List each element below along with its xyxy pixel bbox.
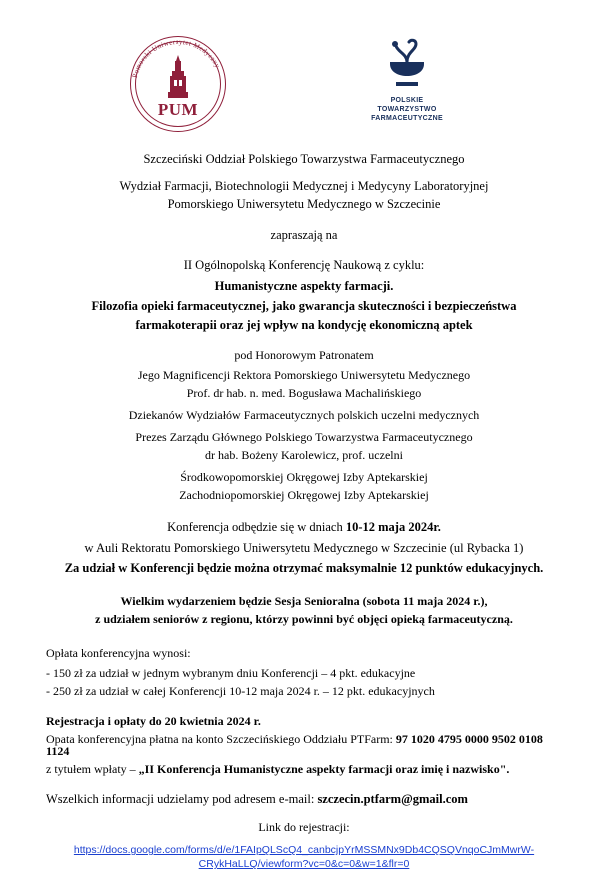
contact-line [46,793,562,806]
payment-title-line [46,763,562,775]
pum-arc-top-label: Pomorski Uniwersytet Medyczny [130,37,222,79]
conference-subtitle-1: Filozofia opieki farmaceutycznej, jako gwarancja skuteczności i bezpieczeństwa [91,299,517,313]
logo-row [46,32,562,147]
registration-url-line-1[interactable]: https://docs.google.com/forms/d/e/1FAIpQLScQ4_canbcjpYrMSSMNx9Db4CQSQVnqoCJmMwrW- [73,844,535,856]
patronage-item-4: dr hab. Bożeny Karolewicz, prof. uczelni [205,448,403,462]
registration-link-label: Link do rejestracji: [258,820,350,834]
ptfarm-line-1: POLSKIE [390,97,424,104]
patronage-item-0: Jego Magnificencji Rektora Pomorskiego Uniwersytetu Medycznego [137,368,471,382]
conference-date-line [46,521,562,534]
patronage-item-5: Środkowopomorskiej Okręgowej Izby Aptekarskiej [180,470,428,484]
senior-session-line-1: Wielkim wydarzeniem będzie Sesja Senioralna (sobota 11 maja 2024 r.), [120,593,488,608]
payment-title-value: „II Konferencja Humanistyczne aspekty farmacji oraz imię i nazwisko". [138,761,510,776]
contact-email[interactable]: szczecin.ptfarm@gmail.com [317,791,468,806]
patronage-item-3: Prezes Zarządu Głównego Polskiego Towarzystwa Farmaceutycznego [135,430,473,444]
bowl-of-hygieia-icon [382,38,432,94]
payment-title-prefix-label: z tytułem wpłaty – [46,761,139,776]
date-value-label: 10-12 maja 2024r. [345,520,441,534]
faculty-line-2: Pomorskiego Uniwersytetu Medycznego w Szczecinie [167,197,441,211]
fees-heading: Opłata konferencyjna wynosi: [46,645,191,660]
contact-prefix-label: Wszelkich informacji udzielamy pod adresem e-mail: [46,791,318,806]
patronage-item-6: Zachodniopomorskiej Okręgowej Izby Aptekarskiej [179,488,429,502]
pum-logo [124,32,232,140]
senior-session-line-2: z udziałem seniorów z regionu, którzy powinni być objęci opieką farmaceutyczną. [95,611,513,626]
pum-acronym-label: PUM [157,100,199,119]
registration-url-line-2[interactable]: CRykHaLLQ/viewform?vc=0&c=0&w=1&flr=0 [198,858,410,870]
conference-subtitle-2: farmakoterapii oraz jej wpływ na kondycję ekonomiczną aptek [135,317,473,332]
education-points-line: Za udział w Konferencji będzie można otrzymać maksymalnie 12 punktów edukacyjnych. [64,561,544,575]
organizer-line: Szczeciński Oddział Polskiego Towarzystwa Farmaceutycznego [143,152,465,166]
ptfarm-line-3: FARMACEUTYCZNE [371,115,443,122]
date-prefix-label: Konferencja odbędzie się w dniach [167,520,346,534]
flyer-page [0,32,608,872]
patronage-heading: pod Honorowym Patronatem [234,348,374,362]
patronage-item-1: Prof. dr hab. n. med. Bogusława Machalińskiego [186,386,422,400]
payment-prefix-label: Opata konferencyjna płatna na konto Szczecińskiego Oddziału PTFarm: [46,731,396,746]
ptfarm-line-2: TOWARZYSTWO [377,106,437,113]
invite-line: zapraszają na [270,227,338,242]
flyer-body [46,153,562,871]
fees-item-1: - 150 zł za udział w jednym wybranym dniu Konferencji – 4 pkt. edukacyjne [46,665,416,680]
venue-line: w Auli Rektoratu Pomorskiego Uniwersytetu Medycznego w Szczecinie (ul Rybacka 1) [84,540,524,555]
ptfarm-logo [352,38,462,138]
ptfarm-name-block [352,96,462,123]
patronage-item-2: Dziekanów Wydziałów Farmaceutycznych polskich uczelni medycznych [128,408,480,422]
payment-account-line [46,733,562,757]
conference-title: Humanistyczne aspekty farmacji. [214,278,394,293]
tower-crest-icon [166,54,190,102]
registration-deadline: Rejestracja i opłaty do 20 kwietnia 2024 r. [46,713,261,728]
faculty-line-1: Wydział Farmacji, Biotechnologii Medycznej i Medycyny Laboratoryjnej [119,178,489,193]
bank-account-number: 97 1020 4795 0000 9502 0108 1124 [46,731,543,758]
conference-series-line: II Ogólnopolską Konferencję Naukową z cyklu: [183,258,425,272]
fees-item-2: - 250 zł za udział w całej Konferencji 10-12 maja 2024 r. – 12 pkt. edukacyjnych [46,683,435,698]
registration-link-block[interactable] [46,843,562,871]
